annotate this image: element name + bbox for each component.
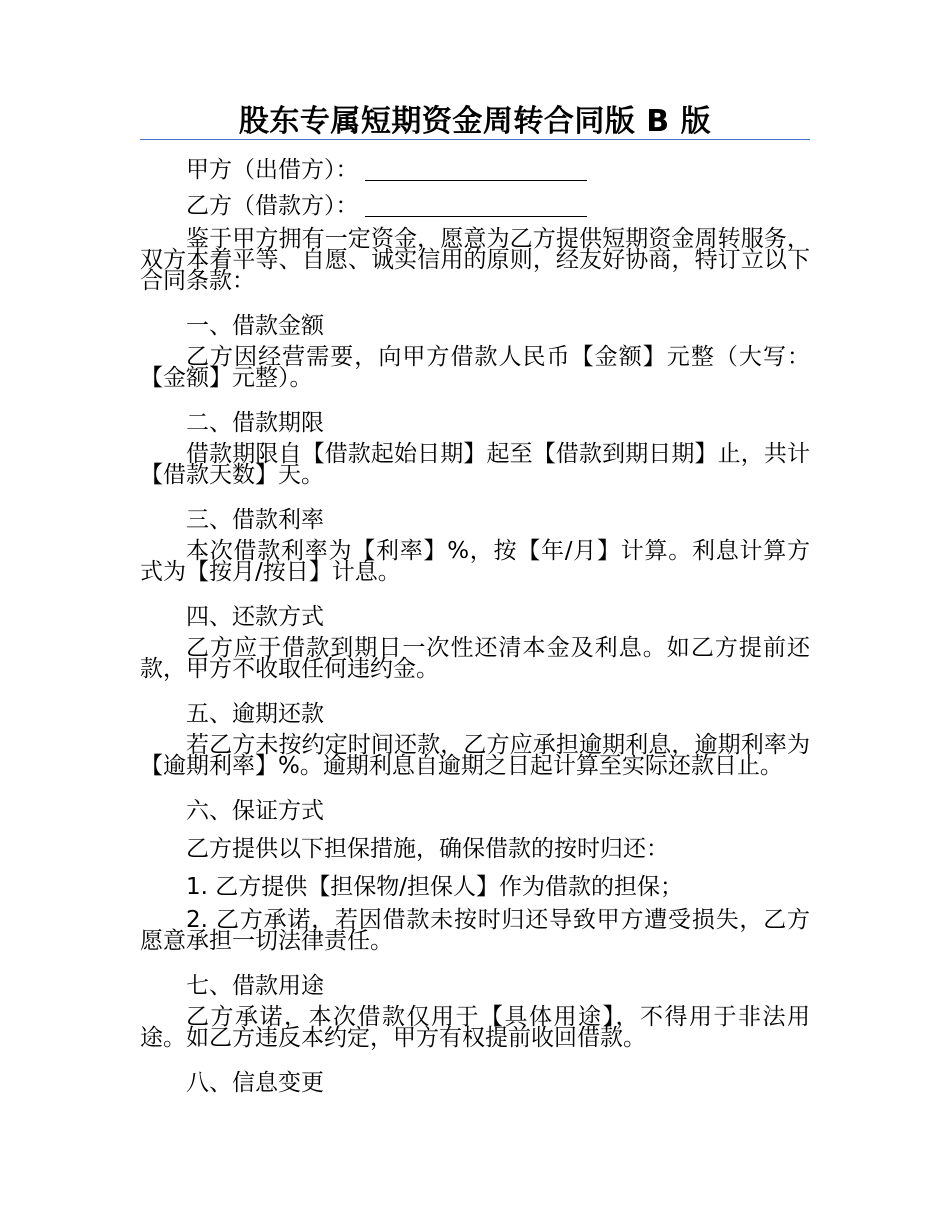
section-heading-term: 二、借款期限 <box>186 410 324 436</box>
section-paragraph-guarantee-intro: 乙方提供以下担保措施，确保借款的按时归还： <box>186 836 669 862</box>
section-paragraph-repayment: 乙方应于借款到期日一次性还清本金及利息。如乙方提前还款，甲方不收取任何违约金。 <box>140 635 810 682</box>
party-b-blank <box>365 192 587 217</box>
document-title: 股东专属短期资金周转合同版 B 版 <box>238 104 712 139</box>
section-paragraph-rate: 本次借款利率为【利率】%，按【年/月】计算。利息计算方式为【按月/按日】计息。 <box>140 538 810 585</box>
party-b-field <box>140 189 810 223</box>
section-heading-guarantee: 六、保证方式 <box>186 798 324 824</box>
preamble-paragraph: 鉴于甲方拥有一定资金，愿意为乙方提供短期资金周转服务，双方本着平等、自愿、诚实信用的原则，经友好协商，特订立以下合同条款： <box>140 226 810 294</box>
party-a-field <box>140 153 810 187</box>
section-paragraph-overdue: 若乙方未按约定时间还款，乙方应承担逾期利息，逾期利率为【逾期利率】%。逾期利息自逾期之日起计算至实际还款日止。 <box>140 732 810 779</box>
section-heading-rate: 三、借款利率 <box>186 507 324 533</box>
document-body <box>140 153 810 1104</box>
section-heading-purpose: 七、借款用途 <box>186 973 324 999</box>
party-a-label: 甲方（出借方）： <box>186 157 359 183</box>
section-paragraph-purpose: 乙方承诺，本次借款仅用于【具体用途】，不得用于非法用途。如乙方违反本约定，甲方有权提前收回借款。 <box>140 1004 810 1051</box>
section-heading-amount: 一、借款金额 <box>186 313 324 339</box>
section-paragraph-guarantee-item-2: 2. 乙方承诺，若因借款未按时归还导致甲方遭受损失，乙方愿意承担一切法律责任。 <box>140 907 810 954</box>
party-a-blank <box>365 156 587 181</box>
section-paragraph-guarantee-item-1: 1. 乙方提供【担保物/担保人】作为借款的担保； <box>186 874 684 900</box>
section-paragraph-amount: 乙方因经营需要，向甲方借款人民币【金额】元整（大写：【金额】元整）。 <box>140 344 810 391</box>
section-heading-overdue: 五、逾期还款 <box>186 701 324 727</box>
title-underline <box>140 139 810 140</box>
section-heading-info-change: 八、信息变更 <box>186 1070 324 1096</box>
section-paragraph-term: 借款期限自【借款起始日期】起至【借款到期日期】止，共计【借款天数】天。 <box>140 441 810 488</box>
party-b-label: 乙方（借款方）： <box>186 193 359 219</box>
section-heading-repayment: 四、还款方式 <box>186 604 324 630</box>
